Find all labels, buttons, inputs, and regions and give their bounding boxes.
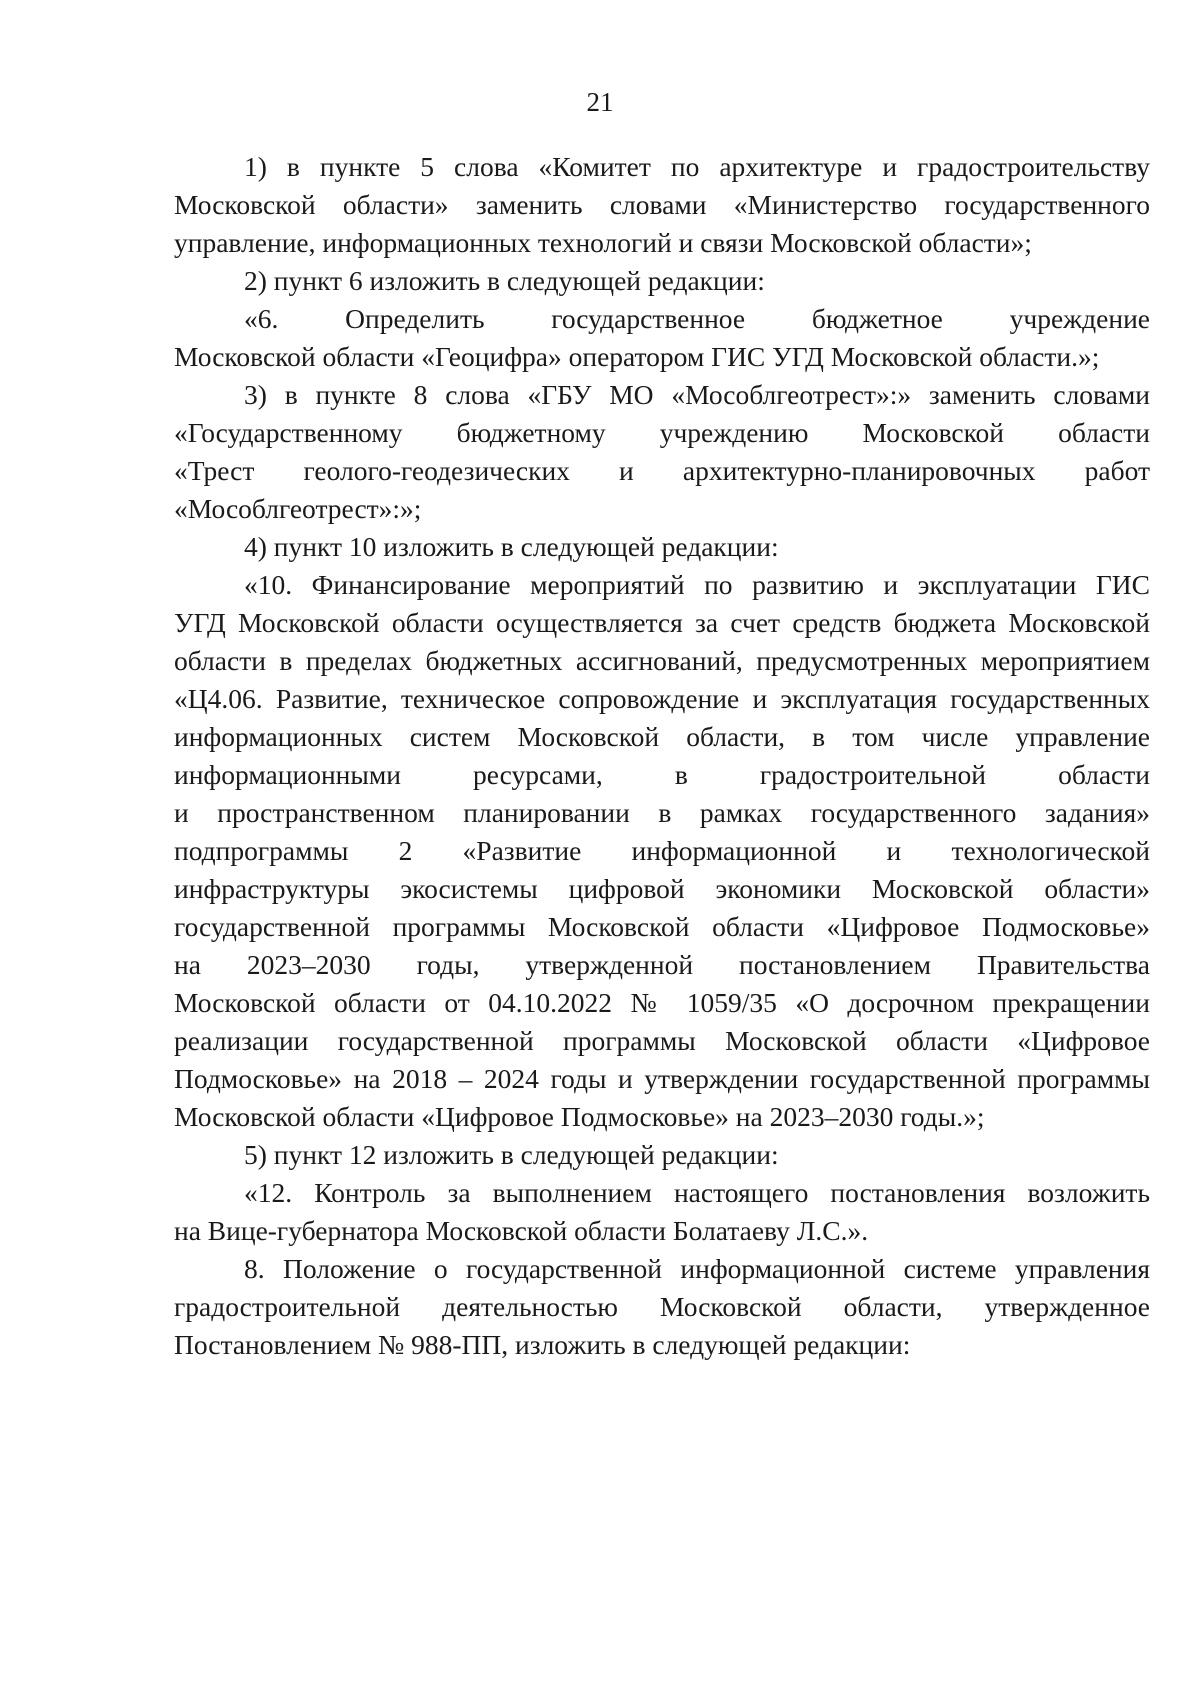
text-line: информационных систем Московской области, в том числе управление [174,721,1150,752]
text-line: 5) пункт 12 изложить в следующей редакции: [244,1139,779,1170]
page-number: 21 [586,87,614,117]
text-line: на 2023–2030 годы, утвержденной постановлением Правительства [174,949,1150,980]
text-line: «10. Финансирование мероприятий по развитию и эксплуатации ГИС [244,569,1150,600]
text-line: информационными ресурсами, в градостроительной области [174,759,1150,790]
text-line: «6. Определить государственное бюджетное учреждение [244,303,1150,334]
text-line: 4) пункт 10 изложить в следующей редакции: [244,531,779,562]
text-line: Московской области «Геоцифра» оператором ГИС УГД Московской области.»; [174,341,1100,372]
text-line: 1) в пункте 5 слова «Комитет по архитектуре и градостроительству [244,151,1150,182]
text-line: и пространственном планировании в рамках государственного задания» [174,797,1150,828]
text-line: УГД Московской области осуществляется за счет средств бюджета Московской [174,607,1150,638]
text-line: области в пределах бюджетных ассигнований, предусмотренных мероприятием [174,645,1150,676]
text-line: подпрограммы 2 «Развитие информационной и технологической [174,835,1150,866]
text-line: 3) в пункте 8 слова «ГБУ МО «Мособлгеотрест»:» заменить словами [244,379,1150,410]
text-line: Московской области «Цифровое Подмосковье» на 2023–2030 годы.»; [174,1101,985,1132]
text-line: Московской области» заменить словами «Министерство государственного [174,189,1150,220]
text-line: государственной программы Московской области «Цифровое Подмосковье» [174,911,1150,942]
text-line: 8. Положение о государственной информационной системе управления [244,1253,1150,1284]
text-line: «12. Контроль за выполнением настоящего постановления возложить [244,1177,1150,1208]
text-line: на Вице-губернатора Московской области Болатаеву Л.С.». [174,1215,869,1246]
text-line: инфраструктуры экосистемы цифровой экономики Московской области» [174,873,1150,904]
text-line: градостроительной деятельностью Московской области, утвержденное [174,1291,1150,1322]
text-line: «Трест геолого-геодезических и архитектурно-планировочных работ [174,455,1150,486]
text-line: управление, информационных технологий и связи Московской области»; [174,227,1032,258]
text-line: «Ц4.06. Развитие, техническое сопровождение и эксплуатация государственных [174,683,1150,714]
text-line: «Мособлгеотрест»:»; [174,493,422,524]
document-body [174,148,1150,1364]
text-line: «Государственному бюджетному учреждению Московской области [174,417,1150,448]
text-line: реализации государственной программы Московской области «Цифровое [174,1025,1150,1056]
text-line: Московской области от 04.10.2022 № 1059/35 «О досрочном прекращении [174,987,1150,1018]
text-line: Подмосковье» на 2018 – 2024 годы и утверждении государственной программы [174,1063,1150,1094]
text-line: 2) пункт 6 изложить в следующей редакции: [244,265,765,296]
text-line: Постановлением № 988-ПП, изложить в следующей редакции: [174,1329,911,1360]
